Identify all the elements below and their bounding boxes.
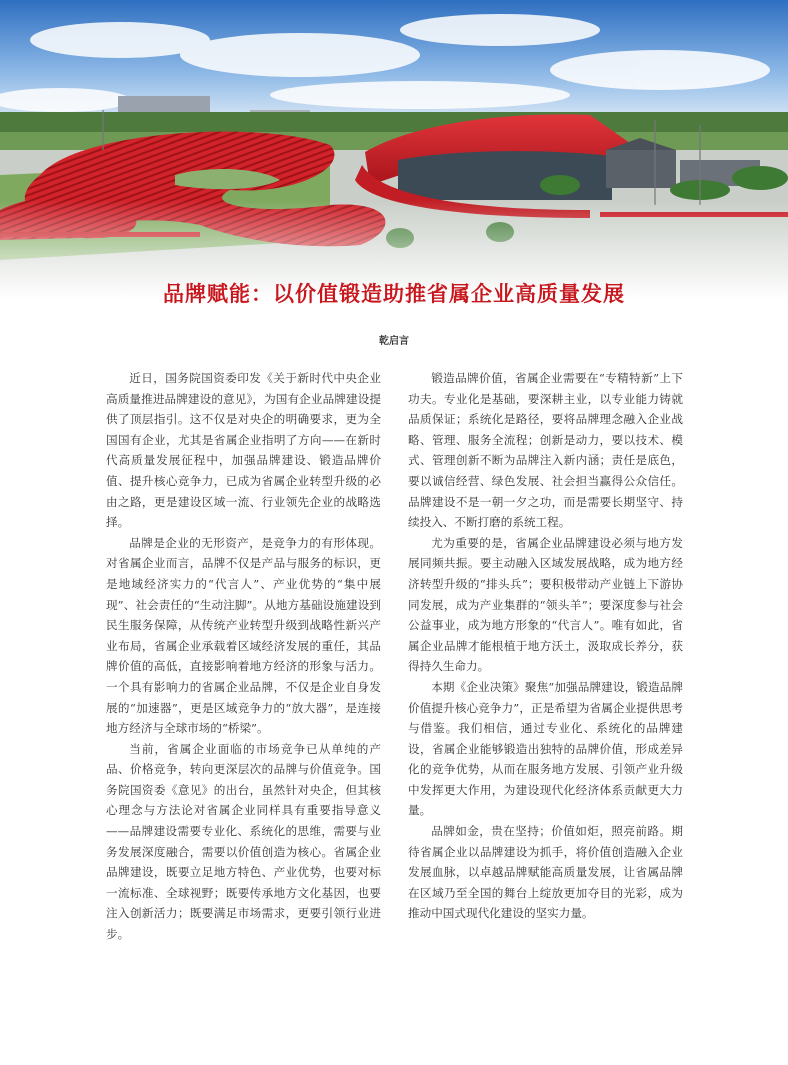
paragraph: 本期《企业决策》聚焦“加强品牌建设，锻造品牌价值提升核心竞争力”，正是希望为省属企业提供思考与借鉴。我们相信，通过专业化、系统化的品牌建设，省属企业能够锻造出独特的品牌价值，形成差异化的竞争优势，从而在服务地方发展、引领产业升级中发挥更大作用，为建设现代化经济体系贡献更大力量。 — [408, 679, 683, 818]
article-title: 品牌赋能：以价值锻造助推省属企业高质量发展 — [163, 281, 625, 306]
paragraph: 近日，国务院国资委印发《关于新时代中央企业高质量推进品牌建设的意见》，为国有企业品牌建设提供了顶层指引。这不仅是对央企的明确要求，更为全国国有企业，尤其是省属企业指明了方向——在新时代高质量发展征程中，加强品牌建设、锻造品牌价值、提升核心竞争力，已成为省属企业转型升级的必由之路，更是建设区域一流、行业领先企业的战略选择。 — [106, 371, 381, 530]
paragraph: 当前，省属企业面临的市场竞争已从单纯的产品、价格竞争，转向更深层次的品牌与价值竞争。国务院国资委《意见》的出台，虽然针对央企，但其核心理念与方法论对省属企业同样具有重要指导意义——品牌建设需要专业化、系统化的思维，需要与业务发展深度融合，需要以价值创造为核心。省属企业品牌建设，既要立足地方特色、产业优势，也要对标一流标准、全球视野；既要传承地方文化基因，也要注入创新活力；既要满足市场需求，更要引领行业进步。 — [106, 741, 381, 942]
article-left-column — [106, 368, 381, 945]
paragraph: 品牌如金，贵在坚持；价值如炬，照亮前路。期待省属企业以品牌建设为抓手，将价值创造融入企业发展血脉，以卓越品牌赋能高质量发展，让省属品牌在区域乃至全国的舞台上绽放更加夺目的光彩，成为推动中国式现代化建设的坚实力量。 — [408, 824, 683, 921]
author-name: 乾启言 — [379, 336, 409, 347]
article-right-column — [408, 368, 683, 924]
exhibition-center-illustration — [0, 0, 788, 300]
paragraph: 锻造品牌价值，省属企业需要在“专精特新”上下功夫。专业化是基础，要深耕主业，以专业能力铸就品质保证；系统化是路径，要将品牌理念融入企业战略、管理、服务全流程；创新是动力，要以技术、模式、管理创新不断为品牌注入新内涵；责任是底色，要以诚信经营、绿色发展、社会担当赢得公众信任。品牌建设不是一朝一夕之功，而是需要长期坚守、持续投入、不断打磨的系统工程。 — [408, 371, 683, 530]
paragraph: 品牌是企业的无形资产，是竞争力的有形体现。对省属企业而言，品牌不仅是产品与服务的标识，更是地域经济实力的“代言人”、产业优势的“集中展现”、社会责任的“生动注脚”。从地方基础设施建设到民生服务保障，从传统产业转型升级到战略性新兴产业布局，省属企业承载着区域经济发展的重任，其品牌价值的高低，直接影响着地方经济的形象与活力。一个具有影响力的省属企业品牌，不仅是企业自身发展的“加速器”，更是区域竞争力的“放大器”，是连接地方经济与全球市场的“桥梁”。 — [106, 535, 381, 736]
paragraph: 尤为重要的是，省属企业品牌建设必须与地方发展同频共振。要主动融入区域发展战略，成为地方经济转型升级的“排头兵”；要积极带动产业链上下游协同发展，成为产业集群的“领头羊”；要深度参与社会公益事业，成为地方形象的“代言人”。唯有如此，省属企业品牌才能根植于地方沃土，汲取成长养分，获得持久生命力。 — [408, 535, 683, 674]
header-photo — [0, 0, 788, 300]
